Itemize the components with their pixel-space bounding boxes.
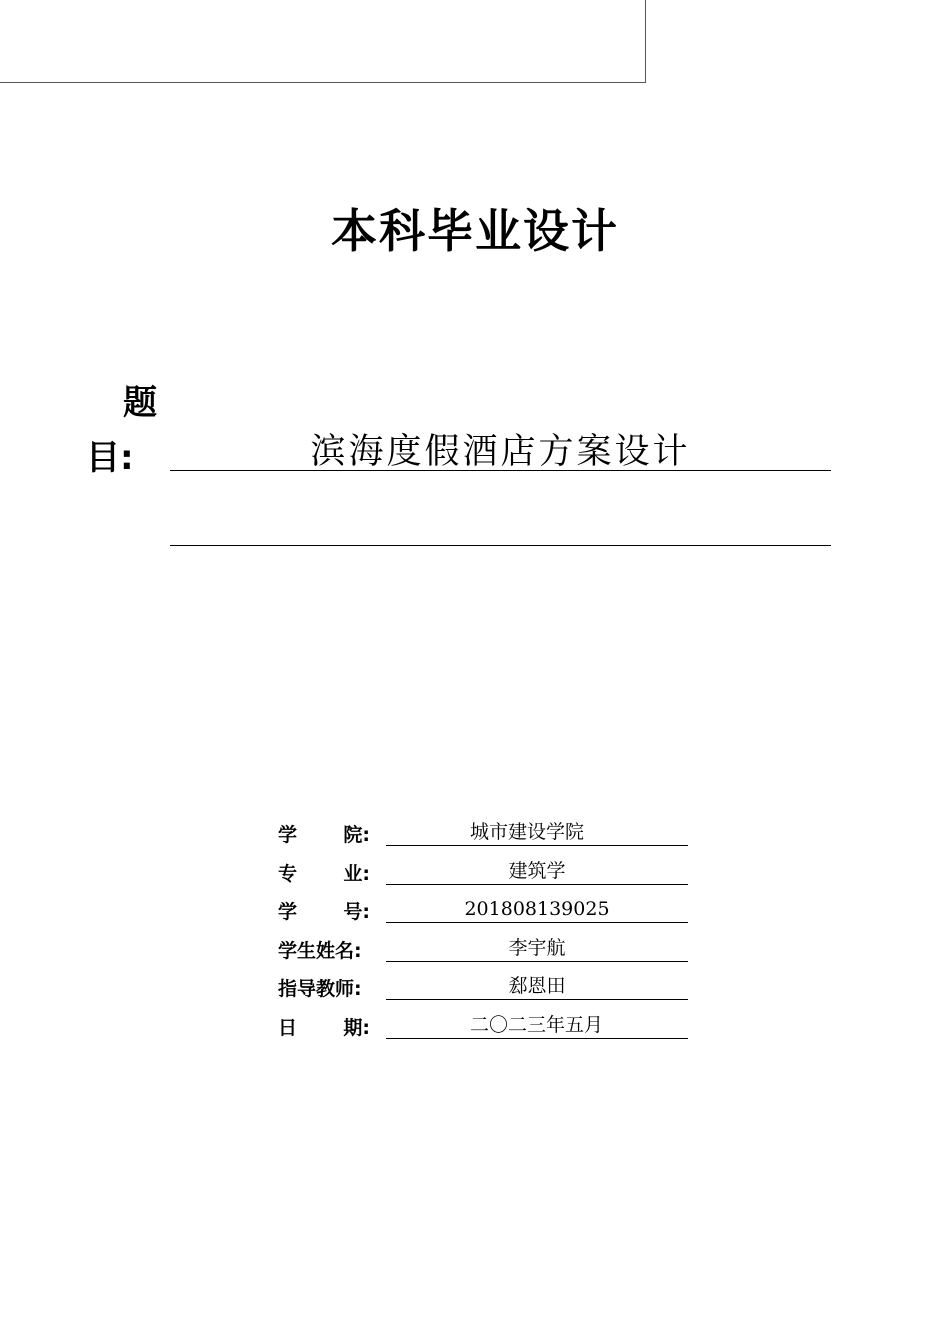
info-row-date [278, 1011, 688, 1050]
info-row-advisor [278, 972, 688, 1011]
info-label-student-id: 学 号: [278, 901, 370, 924]
info-value-date: 二〇二三年五月 [386, 1013, 688, 1039]
topic-underline-2 [170, 545, 831, 546]
topic-label-top: 题 [123, 383, 157, 423]
topic-value: 滨海度假酒店方案设计 [310, 432, 691, 472]
info-label-advisor: 指导教师: [278, 978, 362, 1001]
info-label-student-name: 学生姓名: [278, 939, 362, 962]
info-row-student-id [278, 895, 688, 934]
info-row-student-name [278, 934, 688, 973]
info-label-date: 日 期: [278, 1016, 370, 1039]
info-value-major: 建筑学 [386, 859, 688, 885]
info-value-college: 城市建设学院 [386, 820, 688, 846]
topic-underline-1 [170, 470, 831, 471]
student-info-table [278, 818, 688, 1050]
topic-label-bottom: 目: [86, 438, 134, 478]
info-label-major: 专 业: [278, 862, 370, 885]
document-title: 本科毕业设计 [331, 204, 619, 258]
info-value-advisor: 郄恩田 [386, 974, 688, 1000]
header-box [0, 0, 646, 83]
info-row-major [278, 857, 688, 896]
info-row-college [278, 818, 688, 857]
info-value-student-id: 201808139025 [386, 897, 688, 923]
info-value-student-name: 李宇航 [386, 936, 688, 962]
info-label-college: 学 院: [278, 824, 370, 846]
